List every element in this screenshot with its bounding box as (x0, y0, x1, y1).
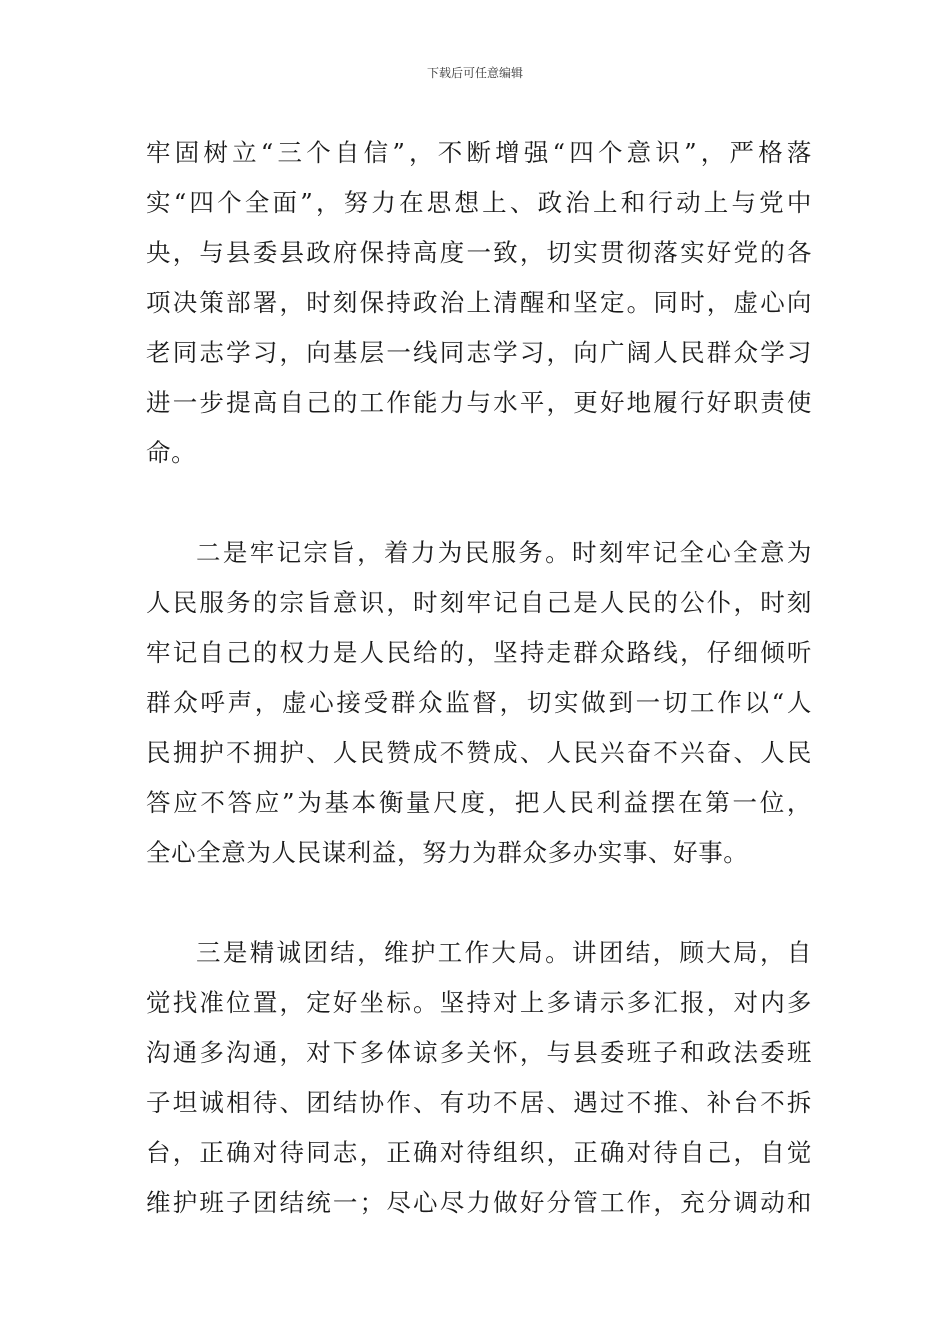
text-line: 答应不答应”为基本衡量尺度，把人民利益摆在第一位， (146, 788, 812, 817)
text-line: 觉找准位置，定好坐标。坚持对上多请示多汇报，对内多 (146, 988, 812, 1017)
text-line: 群众呼声，虚心接受群众监督，切实做到一切工作以“人 (146, 688, 812, 717)
text-line: 牢记自己的权力是人民给的，坚持走群众路线，仔细倾听 (146, 638, 812, 667)
text-line: 项决策部署，时刻保持政治上清醒和坚定。同时，虚心向 (146, 288, 812, 317)
text-line: 沟通多沟通，对下多体谅多关怀，与县委班子和政法委班 (146, 1038, 812, 1067)
text-line: 台，正确对待同志，正确对待组织，正确对待自己，自觉 (146, 1138, 812, 1167)
document-body (146, 128, 812, 1228)
text-line: 全心全意为人民谋利益，努力为群众多办实事、好事。 (146, 838, 749, 867)
text-line: 民拥护不拥护、人民赞成不赞成、人民兴奋不兴奋、人民 (146, 738, 812, 767)
text-line: 维护班子团结统一；尽心尽力做好分管工作，充分调动和 (146, 1188, 812, 1217)
text-line: 命。 (146, 438, 197, 467)
text-line: 二是牢记宗旨，着力为民服务。时刻牢记全心全意为 (196, 538, 812, 567)
paragraph-1 (146, 128, 812, 478)
page-header-note: 下载后可任意编辑 (426, 66, 523, 80)
text-line: 进一步提高自己的工作能力与水平，更好地履行好职责使 (146, 388, 812, 417)
text-line: 人民服务的宗旨意识，时刻牢记自己是人民的公仆，时刻 (146, 588, 812, 617)
text-line: 实“四个全面”，努力在思想上、政治上和行动上与党中 (146, 188, 812, 217)
text-line: 牢固树立“三个自信”，不断增强“四个意识”，严格落 (146, 138, 812, 167)
paragraph-3 (146, 928, 812, 1228)
text-line: 三是精诚团结，维护工作大局。讲团结，顾大局，自 (196, 938, 812, 967)
text-line: 央，与县委县政府保持高度一致，切实贯彻落实好党的各 (146, 238, 812, 267)
text-line: 老同志学习，向基层一线同志学习，向广阔人民群众学习 (146, 338, 812, 367)
text-line: 子坦诚相待、团结协作、有功不居、遇过不推、补台不拆 (146, 1088, 812, 1117)
paragraph-2 (146, 528, 812, 878)
